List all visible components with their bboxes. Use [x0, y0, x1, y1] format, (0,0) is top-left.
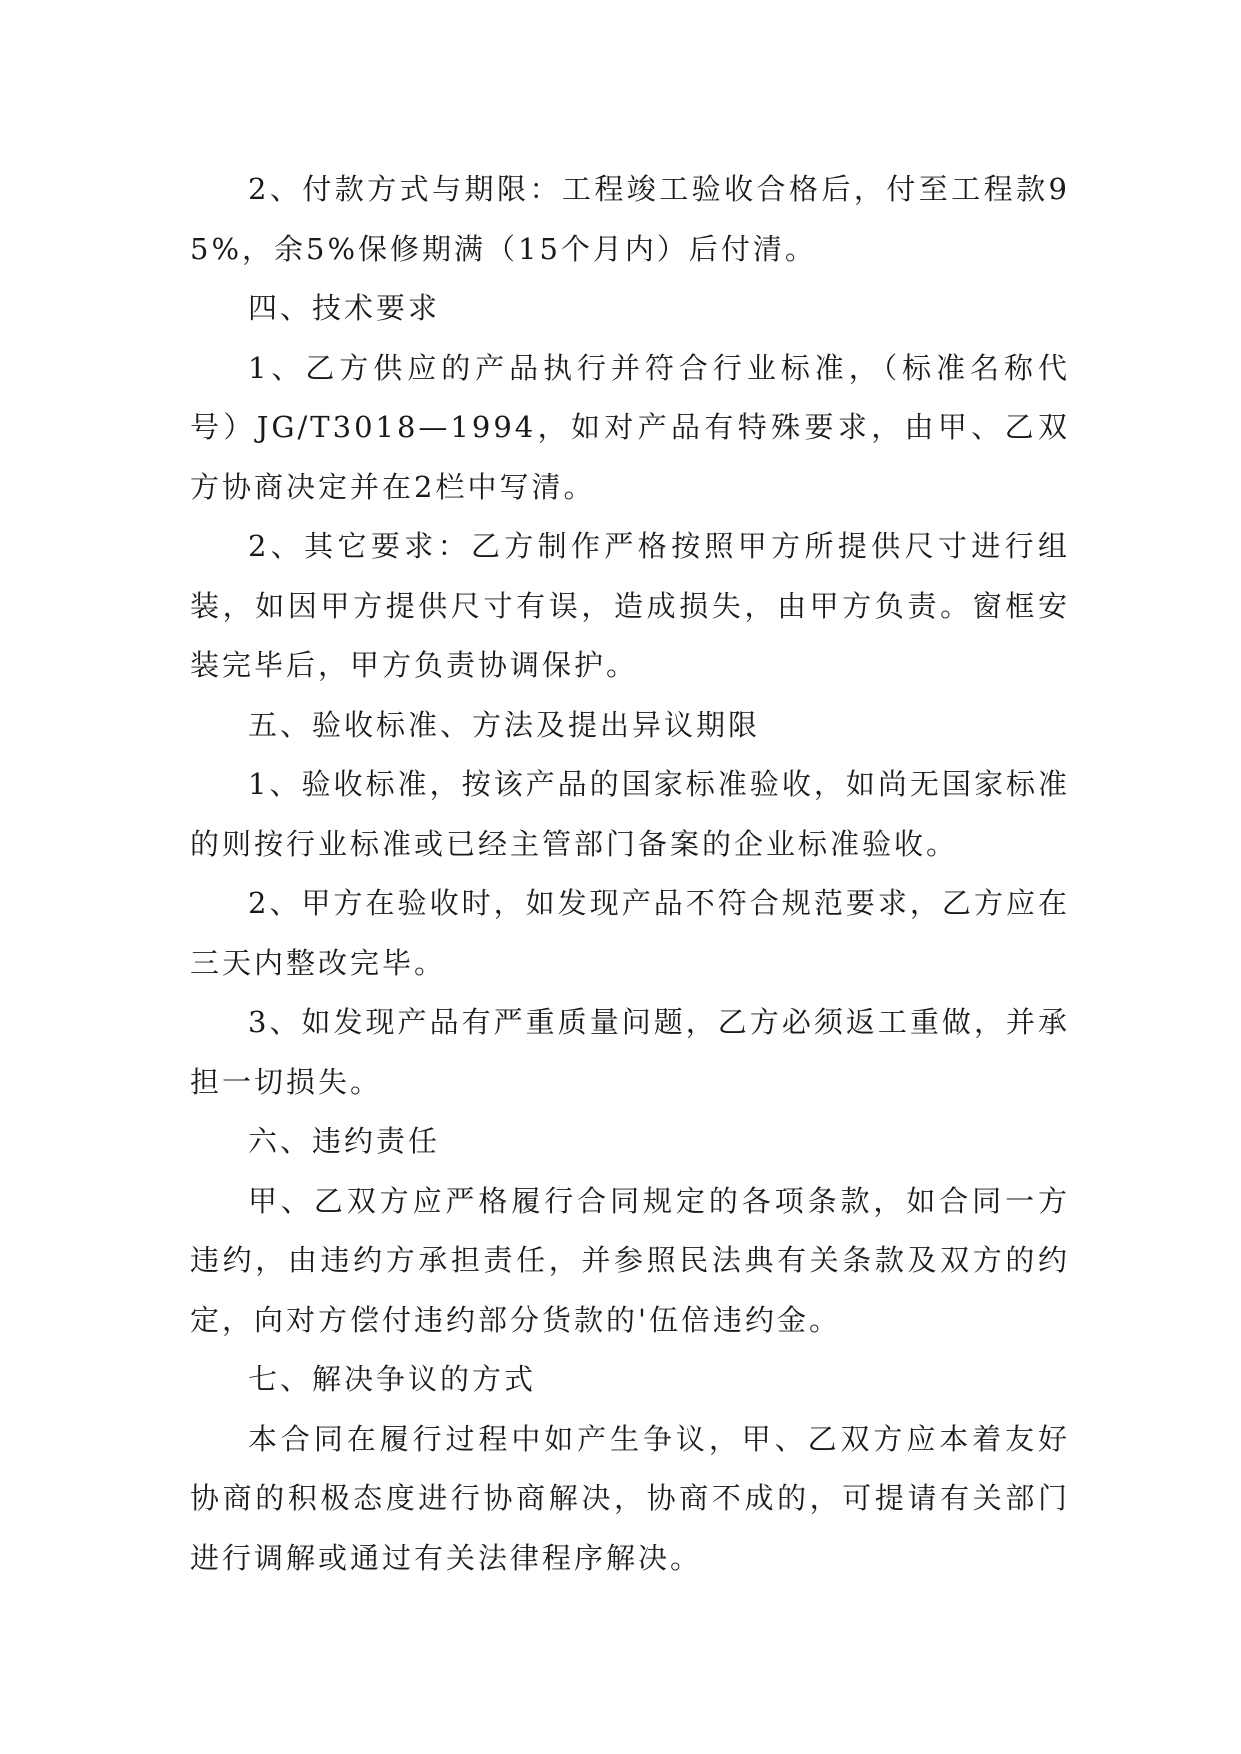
- payment-terms-paragraph: 2、付款方式与期限：工程竣工验收合格后，付至工程款95%，余5%保修期满（15个月内）后付清。: [190, 172, 1070, 266]
- dispute-resolution-paragraph: 本合同在履行过程中如产生争议，甲、乙双方应本着友好协商的积极态度进行协商解决，协商不成的，可提请有关部门进行调解或通过有关法律程序解决。: [190, 1421, 1070, 1575]
- breach-liability-paragraph: 甲、乙双方应严格履行合同规定的各项条款，如合同一方违约，由违约方承担责任，并参照民法典有关条款及双方的约定，向对方偿付违约部分货款的'伍倍违约金。: [190, 1183, 1070, 1337]
- section-heading-acceptance: 五、验收标准、方法及提出异议期限: [248, 707, 761, 742]
- acceptance-standard-paragraph: 1、验收标准，按该产品的国家标准验收，如尚无国家标准的则按行业标准或已经主管部门备案的企业标准验收。: [190, 767, 1070, 861]
- acceptance-rectification-paragraph: 2、甲方在验收时，如发现产品不符合规范要求，乙方应在三天内整改完毕。: [190, 886, 1070, 980]
- document-body: [190, 160, 1070, 1588]
- section-heading-breach-liability: 六、违约责任: [248, 1124, 441, 1158]
- section-heading-dispute-resolution: 七、解决争议的方式: [248, 1362, 537, 1396]
- technical-standard-paragraph: 1、乙方供应的产品执行并符合行业标准，（标准名称代号）JG/T3018—1994，如对产品有特殊要求，由甲、乙双方协商决定并在2栏中写清。: [190, 350, 1070, 504]
- other-requirements-paragraph: 2、其它要求：乙方制作严格按照甲方所提供尺寸进行组装，如因甲方提供尺寸有误，造成损失，由甲方负责。窗框安装完毕后，甲方负责协调保护。: [190, 529, 1070, 682]
- section-heading-technical-requirements: 四、技术要求: [248, 291, 441, 325]
- quality-issue-paragraph: 3、如发现产品有严重质量问题，乙方必须返工重做，并承担一切损失。: [190, 1005, 1070, 1099]
